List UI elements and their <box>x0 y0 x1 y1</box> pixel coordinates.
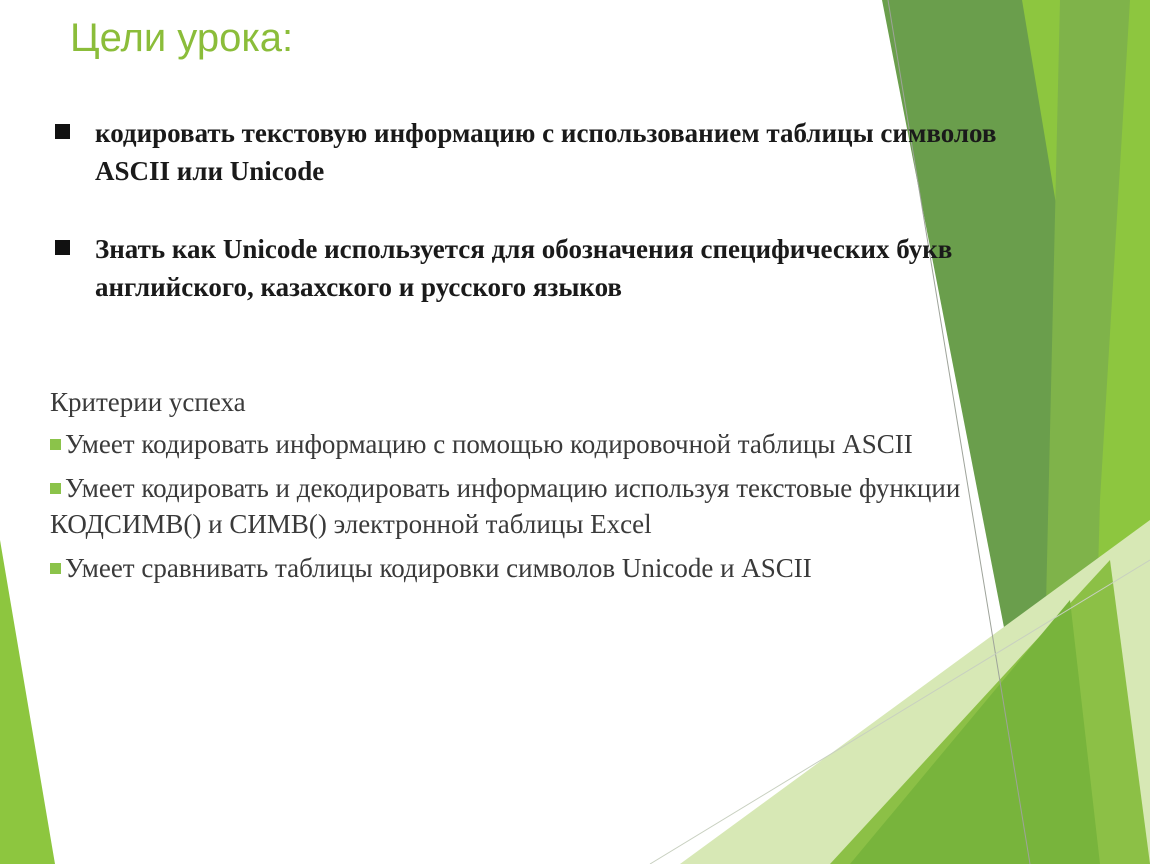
criteria-text: Умеет кодировать информацию с помощью кодировочной таблицы ASCII <box>65 429 913 459</box>
criteria-item <box>50 550 1080 586</box>
criteria-item <box>50 470 1080 542</box>
criteria-item <box>50 426 1080 462</box>
criteria-title: Критерии успеха <box>50 387 246 417</box>
objective-item <box>54 230 1044 306</box>
objectives-list <box>54 114 1044 346</box>
green-square-bullet-icon <box>50 439 61 450</box>
objective-text: Знать как Unicode используется для обозначения специфических букв английского, казахского и русского языков <box>95 234 953 302</box>
slide-title: Цели урока: <box>70 16 294 60</box>
criteria-text: Умеет кодировать и декодировать информацию используя текстовые функции КОДСИМВ() и СИМВ() электронной таблицы Excel <box>50 473 961 539</box>
objective-text: кодировать текстовую информацию с использованием таблицы символов ASCII или Unicode <box>95 118 997 186</box>
green-square-bullet-icon <box>50 483 61 494</box>
square-bullet-icon <box>55 124 70 139</box>
square-bullet-icon <box>55 240 70 255</box>
green-square-bullet-icon <box>50 563 61 574</box>
objective-item <box>54 114 1044 190</box>
criteria-text: Умеет сравнивать таблицы кодировки символов Unicode и ASCII <box>65 553 812 583</box>
success-criteria <box>50 382 1080 594</box>
green-band-left <box>0 540 55 864</box>
